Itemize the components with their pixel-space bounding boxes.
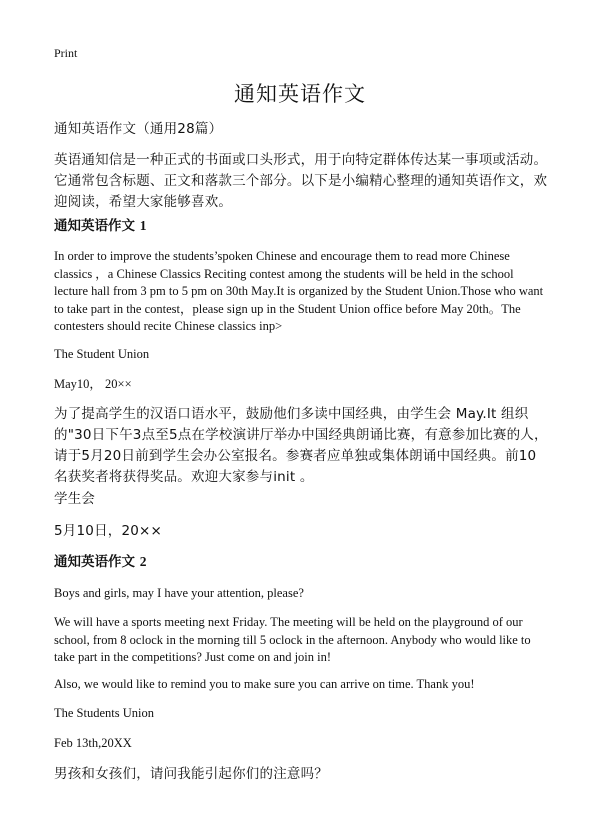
essay-1-heading-text: 通知英语作文 (54, 218, 135, 234)
page-title: 通知英语作文 (234, 82, 366, 106)
essay-1-heading-number: 1 (139, 218, 147, 233)
print-label: Print (54, 46, 78, 60)
essay-2-line-1: Boys and girls, may I have your attention, please? (54, 586, 304, 600)
intro-paragraph: 英语通知信是一种正式的书面或口头形式，用于向特定群体传达某一事项或活动。它通常包含标题、正文和落款三个部分。以下是小编精心整理的通知英语作文，欢迎阅读，希望大家能够喜欢。 (54, 152, 548, 210)
essay-2-signature: The Students Union (54, 706, 154, 720)
essay-1-signature: The Student Union (54, 347, 150, 361)
essay-2-heading-text: 通知英语作文 (54, 554, 135, 570)
essay-2-paragraph-3: Also, we would like to remind you to make sure you can arrive on time. Thank you! (54, 677, 475, 691)
essay-2-paragraph-2: We will have a sports meeting next Friday. The meeting will be held on the playground of our school, from 8 oclock in the morning till 5 oclock in the afternoon. Anybody who would like to take part in the competitions? Just come on and join in! (54, 615, 531, 664)
essay-1-date: May10， 20×× (54, 377, 132, 391)
document-subtitle: 通知英语作文（通用28篇） (54, 121, 223, 137)
essay-1-english-body: In order to improve the students’spoken Chinese and encourage them to read more Chinese classics ，a Chinese Classics Reciting contest among the students will be held in the school lecture hall from 3 pm to 5 pm on 30th May.It is organized by the Student Union.Those who want to take part in the contest，please sign up in the Student Union office before May 20th。The contesters should recite Chinese classics inp> (54, 249, 544, 333)
essay-2-chinese-line-1: 男孩和女孩们，请问我能引起你们的注意吗？ (54, 766, 328, 782)
essay-2-heading-number: 2 (139, 554, 147, 569)
essay-2-heading (54, 552, 548, 572)
essay-1-heading (54, 216, 548, 236)
essay-2-date: Feb 13th,20XX (54, 736, 132, 750)
essay-1-chinese-signature: 学生会 (54, 491, 96, 507)
essay-1-chinese-body: 为了提高学生的汉语口语水平，鼓励他们多读中国经典，由学生会 May.It 组织的"30日下午3点至5点在学校演讲厅举办中国经典朗诵比赛，有意参加比赛的人，请于5月20日前到学生会办公室报名。参赛者应单独或集体朗诵中国经典。前10名获奖者将获得奖品。欢迎大家参与init 。 (54, 406, 548, 485)
essay-1-chinese-date: 5月10日，20×× (54, 523, 163, 539)
